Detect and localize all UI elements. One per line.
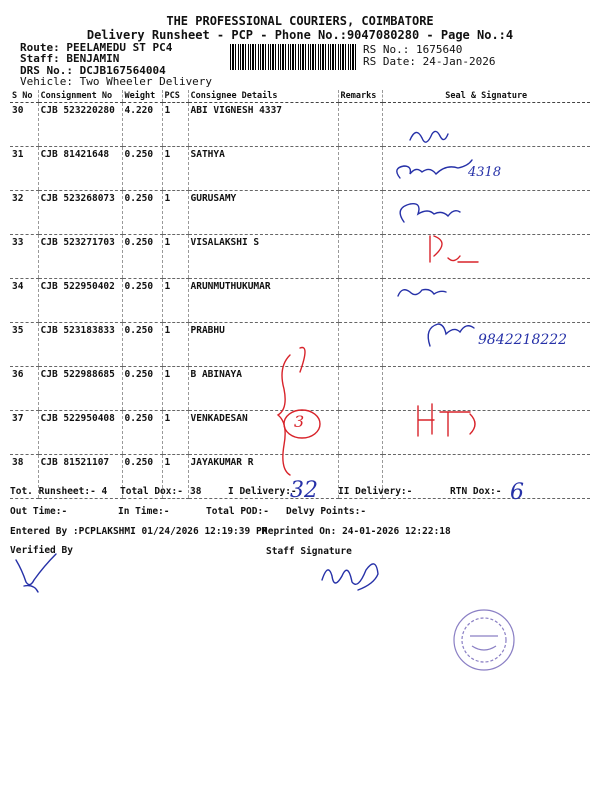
col-weight: Weight <box>122 90 162 103</box>
cell-remarks <box>338 235 382 279</box>
rs-number: RS No.: 1675640 <box>363 43 463 56</box>
table-row <box>10 235 590 279</box>
cell-cn: CJB 523183833 <box>38 323 122 367</box>
cell-sno: 31 <box>10 147 38 191</box>
cell-sno: 30 <box>10 103 38 147</box>
cell-wt: 0.250 <box>122 235 162 279</box>
route-label: Route: PEELAMEDU ST PC4 <box>20 41 173 54</box>
cell-remarks <box>338 147 382 191</box>
cell-cn: CJB 523268073 <box>38 191 122 235</box>
cell-remarks <box>338 191 382 235</box>
cell-wt: 0.250 <box>122 191 162 235</box>
staff-label: Staff: BENJAMIN <box>20 52 120 65</box>
cell-sno: 36 <box>10 367 38 411</box>
cell-pcs: 1 <box>162 367 188 411</box>
table-row <box>10 279 590 323</box>
cell-cn: CJB 523220280 <box>38 103 122 147</box>
cell-cn: CJB 522950402 <box>38 279 122 323</box>
cell-name: JAYAKUMAR R <box>188 455 338 499</box>
delivery-table <box>10 90 590 499</box>
cell-name: VENKADESAN <box>188 411 338 455</box>
cell-pcs: 1 <box>162 147 188 191</box>
cell-name: PRABHU <box>188 323 338 367</box>
cell-seal <box>382 103 590 147</box>
table-row <box>10 367 590 411</box>
phone-handwritten: 9842218222 <box>478 332 568 348</box>
cell-name: B ABINAYA <box>188 367 338 411</box>
cell-sno: 37 <box>10 411 38 455</box>
vehicle-label: Vehicle: Two Wheeler Delivery <box>20 75 213 88</box>
staff-signature-label: Staff Signature <box>266 546 352 557</box>
cell-seal <box>382 279 590 323</box>
cell-pcs: 1 <box>162 279 188 323</box>
cell-name: ABI VIGNESH 4337 <box>188 103 338 147</box>
cell-seal <box>382 367 590 411</box>
rs-date: RS Date: 24-Jan-2026 <box>363 55 496 68</box>
signature-staff <box>322 564 378 590</box>
i-delivery-handwritten: 32 <box>290 478 318 503</box>
total-dox-count: 38 <box>190 486 202 497</box>
i-delivery: I Delivery:- <box>228 486 297 497</box>
rtn-dox: RTN Dox:- <box>450 486 502 497</box>
cell-pcs: 1 <box>162 323 188 367</box>
barcode <box>230 44 358 70</box>
col-remarks: Remarks <box>338 90 382 103</box>
cell-cn: CJB 81521107 <box>38 455 122 499</box>
cell-wt: 0.250 <box>122 147 162 191</box>
cell-pcs: 1 <box>162 191 188 235</box>
cell-cn: CJB 523271703 <box>38 235 122 279</box>
tot-runsheet: Tot. Runsheet:- 4 <box>10 486 108 497</box>
cell-name: ARUNMUTHUKUMAR <box>188 279 338 323</box>
cell-cn: CJB 522950408 <box>38 411 122 455</box>
cell-remarks <box>338 367 382 411</box>
entered-by: Entered By :PCPLAKSHMI 01/24/2026 12:19:39 PM <box>10 526 268 537</box>
cell-seal <box>382 411 590 455</box>
col-pcs: PCS <box>162 90 188 103</box>
company-name: THE PROFESSIONAL COURIERS, COIMBATORE <box>166 14 434 28</box>
cell-pcs: 1 <box>162 411 188 455</box>
runsheet-title: Delivery Runsheet - PCP - Phone No.:9047080280 - Page No.:4 <box>86 28 514 42</box>
col-sno: S No <box>10 90 38 103</box>
number-handwritten: 4318 <box>468 165 502 180</box>
cell-sno: 38 <box>10 455 38 499</box>
cell-remarks <box>338 411 382 455</box>
ii-delivery: II Delivery:- <box>338 486 413 497</box>
cell-remarks <box>338 279 382 323</box>
cell-sno: 33 <box>10 235 38 279</box>
table-row <box>10 191 590 235</box>
cell-sno: 32 <box>10 191 38 235</box>
stamp-seal <box>454 610 514 670</box>
cell-sno: 34 <box>10 279 38 323</box>
cell-remarks <box>338 323 382 367</box>
cell-remarks <box>338 103 382 147</box>
rtn-handwritten: 6 <box>510 480 524 505</box>
out-time: Out Time:- <box>10 506 68 517</box>
verified-by: Verified By <box>10 545 73 556</box>
col-consignee: Consignee Details <box>188 90 338 103</box>
signature-verified <box>16 554 56 592</box>
drs-label: DRS No.: DCJB167564004 <box>20 64 166 77</box>
cell-name: VISALAKSHI S <box>188 235 338 279</box>
cell-wt: 4.220 <box>122 103 162 147</box>
col-seal: Seal & Signature <box>382 90 590 103</box>
cell-wt: 0.250 <box>122 411 162 455</box>
total-dox: Total Dox:- <box>120 486 183 497</box>
cell-pcs: 1 <box>162 235 188 279</box>
cell-pcs: 1 <box>162 103 188 147</box>
table-row <box>10 147 590 191</box>
cell-name: SATHYA <box>188 147 338 191</box>
cell-seal <box>382 235 590 279</box>
cell-cn: CJB 522988685 <box>38 367 122 411</box>
total-pod: Total POD:- <box>206 506 269 517</box>
table-row <box>10 103 590 147</box>
cell-wt: 0.250 <box>122 367 162 411</box>
in-time: In Time:- <box>118 506 170 517</box>
cell-name: GURUSAMY <box>188 191 338 235</box>
cell-wt: 0.250 <box>122 279 162 323</box>
cell-pcs: 1 <box>162 455 188 499</box>
table-header-row <box>10 90 590 103</box>
cell-seal <box>382 191 590 235</box>
cell-wt: 0.250 <box>122 455 162 499</box>
circled-number: 3 <box>294 412 305 431</box>
delvy-points: Delvy Points:- <box>286 506 367 517</box>
cell-sno: 35 <box>10 323 38 367</box>
col-consignment: Consignment No <box>38 90 122 103</box>
reprinted-on: Reprinted On: 24-01-2026 12:22:18 <box>262 526 451 537</box>
cell-cn: CJB 81421648 <box>38 147 122 191</box>
cell-wt: 0.250 <box>122 323 162 367</box>
